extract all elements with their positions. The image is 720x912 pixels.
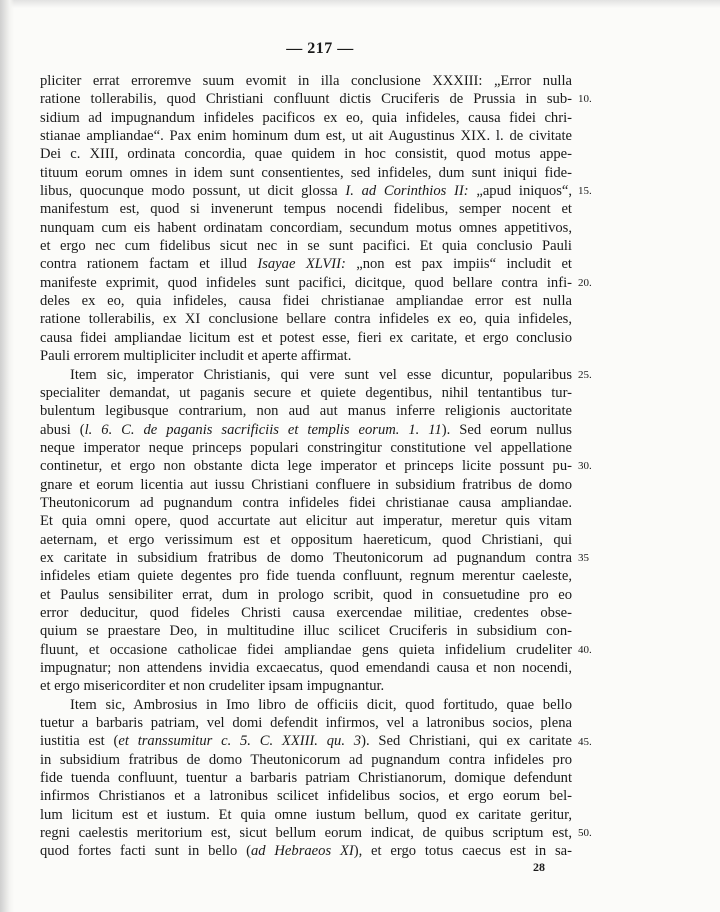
text-line: Pauli errorem multipliciter includit et aperte affirmat. (40, 348, 352, 365)
margin-line-number: 15. (578, 185, 592, 198)
text-line: ex caritate in subsidium fratribus de domo Theutonicorum ad pugnandum contra (40, 549, 572, 566)
text-line: ratione tollerabilis, ex XI conclusione bellare contra infideles ex eo, quia infideles, (40, 311, 572, 328)
citation: et transsumitur c. 5. C. XXIII. qu. 3 (118, 733, 362, 750)
margin-line-number: 35 (578, 552, 589, 565)
margin-line-number: 45. (578, 735, 592, 748)
text-line: fluunt, et occasione catholicae fidei ampliandae gens quieta infidelium crudeliter (40, 641, 572, 658)
margin-line-number: 40. (578, 643, 592, 656)
text-line: specialiter demandat, ut paganis secure et quiete degentibus, nihil tentantibus tur- (40, 384, 572, 401)
text-line: aeternam, et ergo verissimum est et oppositum haereticum, quod Christiani, qui (40, 531, 572, 548)
text-line: libus, quocunque modo possunt, ut dicit glossa I. ad Corinthios II: „apud iniquos“, (40, 183, 573, 200)
scan-edge-top (0, 0, 720, 8)
text-line: et Paulus sensibiliter errat, dum in prologo scribit, quod in consuetudine pro eo (40, 586, 572, 603)
margin-line-number: 20. (578, 276, 592, 289)
margin-line-number: 25. (578, 368, 592, 381)
text-line: infideles etiam quiete degentes pro fide tuenda confluunt, regnum merentur caeleste, (40, 568, 572, 585)
text-line: deles ex eo, quia infideles, causa fidei christianae ampliandae error est nulla (40, 293, 572, 310)
text-line: impugnatur; non attendens invidia excaecatus, quod emendandi causa et non nocendi, (40, 660, 572, 676)
signature-mark: 28 (533, 860, 545, 874)
text-line: ratione tollerabilis, quod Christiani confluunt dictis Cruciferis de Prussia in sub- (40, 91, 572, 108)
text-line: error deducitur, quod fideles Christi causa exercendae militiae, credentes obse- (40, 604, 572, 621)
text-line: causa fidei ampliandae licitum est et potest esse, fieri ex caritate, et ergo conclusio (40, 329, 572, 346)
margin-line-number: 30. (578, 460, 592, 473)
margin-line-number: 50. (578, 827, 592, 840)
text-line: manifeste exprimit, quod infideles sunt pacifici, dicitque, quod bellare contra infi- (40, 274, 572, 291)
text-line: in subsidium fratribus de domo Theutonicorum ad pugnandum contra infideles pro (40, 751, 572, 768)
text-line: manifestum est, quod si invenerunt tempus nocendi fidelibus, semper nocent et (40, 201, 572, 218)
text-line: bulentum legibusque contrarium, non aud aut manus inferre religionis auctoritate (40, 403, 572, 420)
text-line: et ergo nec cum fidelibus sicut nec in se sunt pacifici. Et quia conclusio Pauli (40, 238, 572, 255)
citation: ad Hebraeos XI (250, 843, 354, 860)
text-line: quium se praestare Deo, in multitudine illuc scilicet Cruciferis in subsidium con- (40, 623, 572, 640)
text-line: Theutonicorum ad pugnandum contra infideles fidei christianae causa ampliandae. (40, 494, 572, 511)
text-line: sidium ad impugnandum infideles pacificos ex eo, quia infideles, causa fidei chri- (40, 109, 572, 126)
citation: I. ad Corinthios II: (345, 183, 469, 200)
text-line: nunquam cum eis habent ordinatam concordiam, secundum motus omnes appetitivos, (40, 219, 572, 236)
text-line: neque imperator neque princeps populari constringitur constitutione vel appellatione (40, 439, 572, 456)
text-line: fide tuenda confluunt, tuentur a barbaris patriam Christianorum, domique defendunt (40, 770, 572, 787)
text-line: Item sic, Ambrosius in Imo libro de officiis dicit, quod fortitudo, quae bello (70, 696, 572, 713)
body-text (40, 72, 572, 861)
text-line: quod fortes facti sunt in bello (ad Hebraeos XI), et ergo totus caecus est in sa- (40, 843, 572, 860)
text-line: tuetur a barbaris patriam, vel domi defendit infirmos, vel a latronibus socios, plena (40, 715, 572, 732)
text-line: iustitia est (et transsumitur c. 5. C. XXIII. qu. 3). Sed Christiani, qui ex caritate (40, 733, 572, 750)
text-line: regni caelestis meritorium est, sicut bellum eorum indicat, de quibus scriptum est, (40, 825, 572, 842)
text-line: continetur, et ergo non obstante dicta lege imperator et princeps licite possunt pu- (40, 458, 572, 475)
text-line: pliciter errat erroremve suum evomit in illa conclusione XXXIII: „Error nulla (40, 73, 572, 89)
scan-edge-left (0, 0, 14, 912)
page-number: — 217 — (286, 40, 354, 57)
text-line: gnare et eorum licentia aut iussu Christiani confluere in subsidium fratribus de domo (40, 476, 572, 493)
text-line: abusi (l. 6. C. de paganis sacrificiis et templis eorum. 1. 11). Sed eorum nullus (40, 421, 572, 438)
text-line: contra rationem factam et illud Isayae XLVII: „non est pax impiis“ includit et (40, 256, 572, 273)
citation: Isayae XLVII: (257, 256, 346, 273)
citation: l. 6. C. de paganis sacrificiis et templis eorum. 1. 11 (84, 421, 442, 438)
text-line: lum licitum est et iustum. Et quia omne iustum bellum, quod ex caritate geritur, (40, 806, 572, 823)
text-line: et ergo misericorditer et non crudeliter ipsam impugnantur. (40, 678, 385, 695)
text-line: Dei c. XIII, ordinata concordia, quae quidem in hoc consistit, quod motus appe- (40, 146, 572, 163)
margin-line-number: 10. (578, 93, 592, 106)
text-line: Item sic, imperator Christianis, qui vere sunt vel esse dicuntur, popularibus (70, 366, 572, 383)
text-line: tituum eorum omnes in idem sunt consentientes, sed infideles, dum sunt iniqui fide- (40, 164, 572, 181)
text-line: Et quia omni opere, quod accurtate aut elicitur aut imperatur, meretur quis vitam (40, 513, 572, 530)
text-line: infirmos Christianos et a latronibus scilicet infidelibus socios, et ergo eorum bel- (40, 788, 572, 805)
text-line: stianae ampliandae“. Pax enim hominum dum est, ut ait Augustinus XIX. l. de civitate (40, 128, 572, 145)
